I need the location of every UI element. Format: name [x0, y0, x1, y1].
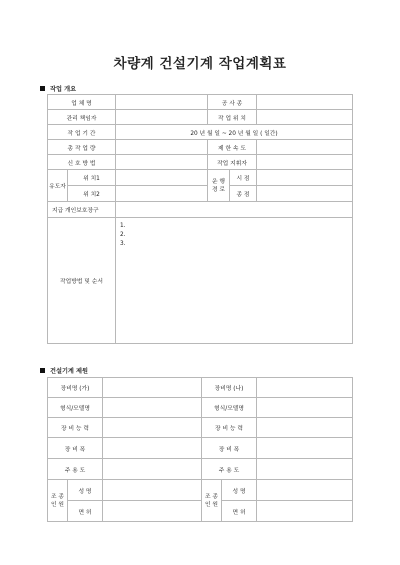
label-start: 시 점: [230, 170, 257, 186]
label-license-b: 면 허: [222, 501, 257, 522]
value-commander[interactable]: [257, 155, 353, 170]
value-position-1[interactable]: [116, 170, 208, 186]
value-total-work[interactable]: [116, 140, 208, 155]
label-commander: 작업 지휘자: [208, 155, 257, 170]
operator-line-2: 인 원: [50, 501, 65, 508]
value-license-a[interactable]: [103, 501, 202, 522]
value-usage-a[interactable]: [103, 459, 202, 480]
section-title: 건설기계 제원: [50, 368, 89, 375]
label-work-location: 작 업 위 치: [208, 110, 257, 125]
route-line-1: 운 행: [211, 178, 226, 185]
label-position-2: 위 치2: [68, 186, 116, 202]
label-width-b: 장 비 폭: [202, 438, 257, 459]
value-position-2[interactable]: [116, 186, 208, 202]
value-period[interactable]: 20 년 월 일 ~ 20 년 월 일 ( 일간): [116, 125, 353, 140]
value-equipment-b[interactable]: [257, 378, 353, 398]
label-method: 작업방법 및 순서: [48, 218, 116, 344]
label-capacity-a: 장 비 능 력: [48, 418, 103, 438]
step-1: 1.: [120, 223, 126, 229]
value-equipment-a[interactable]: [103, 378, 202, 398]
label-width-a: 장 비 폭: [48, 438, 103, 459]
label-company: 업 체 명: [48, 95, 116, 110]
label-work-name: 공 사 종: [208, 95, 257, 110]
value-company[interactable]: [116, 95, 208, 110]
value-speed-limit[interactable]: [257, 140, 353, 155]
value-width-a[interactable]: [103, 438, 202, 459]
equipment-spec-table: [47, 377, 353, 522]
label-route: [208, 170, 230, 202]
value-signal-method[interactable]: [116, 155, 208, 170]
document-title: 차량계 건설기계 작업계획표: [113, 56, 287, 72]
value-model-a[interactable]: [103, 398, 202, 418]
step-2: 2.: [120, 232, 126, 238]
value-model-b[interactable]: [257, 398, 353, 418]
square-bullet-icon: [40, 86, 45, 91]
operator-line-2: 인 원: [204, 501, 219, 508]
value-work-name[interactable]: [257, 95, 353, 110]
label-operator-b: [202, 480, 222, 522]
section-heading-overview: [40, 84, 76, 93]
value-manager[interactable]: [116, 110, 208, 125]
value-capacity-b[interactable]: [257, 418, 353, 438]
label-person-name-a: 성 명: [68, 480, 103, 501]
label-usage-a: 주 용 도: [48, 459, 103, 480]
label-period: 작 업 기 간: [48, 125, 116, 140]
label-capacity-b: 장 비 능 력: [202, 418, 257, 438]
value-width-b[interactable]: [257, 438, 353, 459]
label-person-name-b: 성 명: [222, 480, 257, 501]
label-signal-method: 신 호 방 법: [48, 155, 116, 170]
value-end[interactable]: [257, 186, 353, 202]
value-person-name-b[interactable]: [257, 480, 353, 501]
value-start[interactable]: [257, 170, 353, 186]
label-model-a: 형식/모델명: [48, 398, 103, 418]
label-speed-limit: 제 한 속 도: [208, 140, 257, 155]
step-3: 3.: [120, 241, 126, 247]
value-license-b[interactable]: [257, 501, 353, 522]
label-ppe: 지급 개인보호장구: [48, 202, 116, 218]
label-position-1: 위 치1: [68, 170, 116, 186]
operator-line-1: 조 종: [50, 493, 65, 500]
label-model-b: 형식/모델명: [202, 398, 257, 418]
label-operator-a: [48, 480, 68, 522]
method-steps[interactable]: [116, 218, 353, 344]
section-heading-equipment: [40, 366, 88, 375]
label-total-work: 총 작 업 량: [48, 140, 116, 155]
label-manager: 관리 책임자: [48, 110, 116, 125]
value-capacity-a[interactable]: [103, 418, 202, 438]
value-usage-b[interactable]: [257, 459, 353, 480]
section-title: 작업 개요: [50, 86, 77, 93]
operator-line-1: 조 종: [204, 493, 219, 500]
value-work-location[interactable]: [257, 110, 353, 125]
label-equipment-b: 장비명 (나): [202, 378, 257, 398]
square-bullet-icon: [40, 368, 45, 373]
label-equipment-a: 장비명 (가): [48, 378, 103, 398]
label-usage-b: 주 용 도: [202, 459, 257, 480]
value-person-name-a[interactable]: [103, 480, 202, 501]
label-guide: 유도자: [48, 170, 68, 202]
route-line-2: 경 로: [211, 186, 226, 193]
value-ppe[interactable]: [116, 202, 353, 218]
label-end: 종 점: [230, 186, 257, 202]
work-overview-table: [47, 94, 353, 344]
label-license-a: 면 허: [68, 501, 103, 522]
